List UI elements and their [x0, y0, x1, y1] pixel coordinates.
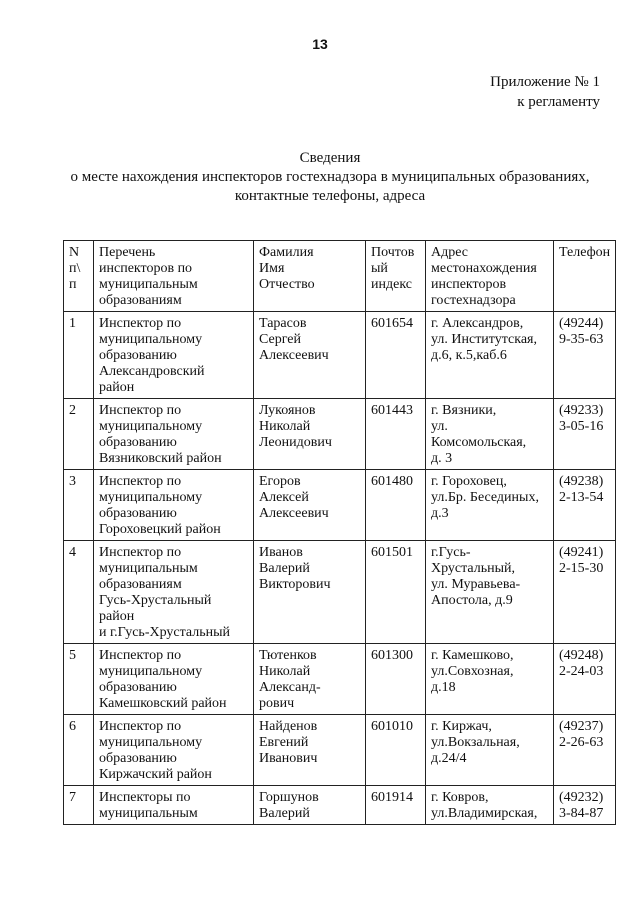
cell-inspector-district: Инспектор по муниципальному образованию Гороховецкий район: [94, 470, 254, 541]
cell-inspector-district: Инспектор по муниципальным образованиям Гусь-Хрустальный район и г.Гусь-Хрустальный: [94, 541, 254, 644]
appendix-line-2: к регламенту: [517, 94, 600, 110]
header-phone: Телефон: [554, 241, 616, 312]
cell-phone: (49237) 2-26-63: [554, 715, 616, 786]
table-row: [64, 541, 616, 644]
cell-number: 1: [64, 312, 94, 399]
table-row: [64, 470, 616, 541]
cell-address: г. Камешково, ул.Совхозная, д.18: [426, 644, 554, 715]
table-row: [64, 786, 616, 825]
cell-address: г. Киржач, ул.Вокзальная, д.24/4: [426, 715, 554, 786]
cell-postal-index: 601914: [366, 786, 426, 825]
cell-postal-index: 601480: [366, 470, 426, 541]
cell-number: 4: [64, 541, 94, 644]
title-line-2: о месте нахождения инспекторов гостехнадзора в муниципальных образованиях,: [70, 169, 590, 185]
table-row: [64, 644, 616, 715]
title-line-1: Сведения: [299, 150, 361, 166]
cell-phone: (49241) 2-15-30: [554, 541, 616, 644]
cell-full-name: Тарасов Сергей Алексеевич: [254, 312, 366, 399]
cell-phone: (49233) 3-05-16: [554, 399, 616, 470]
header-number: N п\ п: [64, 241, 94, 312]
cell-address: г.Гусь- Хрустальный, ул. Муравьева- Апостола, д.9: [426, 541, 554, 644]
cell-address: г. Ковров, ул.Владимирская,: [426, 786, 554, 825]
table-header-row: [64, 241, 616, 312]
cell-full-name: Лукоянов Николай Леонидович: [254, 399, 366, 470]
cell-number: 3: [64, 470, 94, 541]
cell-phone: (49244) 9-35-63: [554, 312, 616, 399]
cell-phone: (49232) 3-84-87: [554, 786, 616, 825]
cell-full-name: Найденов Евгений Иванович: [254, 715, 366, 786]
cell-inspector-district: Инспектор по муниципальному образованию Вязниковский район: [94, 399, 254, 470]
cell-postal-index: 601300: [366, 644, 426, 715]
cell-inspector-district: Инспектор по муниципальному образованию Камешковский район: [94, 644, 254, 715]
table-row: [64, 715, 616, 786]
cell-address: г. Александров, ул. Институтская, д.6, к.5,каб.6: [426, 312, 554, 399]
table-row: [64, 312, 616, 399]
cell-number: 7: [64, 786, 94, 825]
cell-address: г. Вязники, ул. Комсомольская, д. 3: [426, 399, 554, 470]
cell-postal-index: 601443: [366, 399, 426, 470]
cell-postal-index: 601654: [366, 312, 426, 399]
cell-phone: (49248) 2-24-03: [554, 644, 616, 715]
title-line-3: контактные телефоны, адреса: [234, 188, 426, 204]
cell-inspector-district: Инспектор по муниципальному образованию Александровский район: [94, 312, 254, 399]
cell-phone: (49238) 2-13-54: [554, 470, 616, 541]
document-title: [40, 149, 620, 206]
inspectors-table: [63, 240, 616, 825]
cell-postal-index: 601010: [366, 715, 426, 786]
table-row: [64, 399, 616, 470]
appendix-line-1: Приложение № 1: [490, 74, 600, 90]
header-postal-index: Почтов ый индекс: [366, 241, 426, 312]
header-full-name: Фамилия Имя Отчество: [254, 241, 366, 312]
header-address: Адрес местонахождения инспекторов гостехнадзора: [426, 241, 554, 312]
cell-full-name: Горшунов Валерий: [254, 786, 366, 825]
cell-postal-index: 601501: [366, 541, 426, 644]
cell-number: 5: [64, 644, 94, 715]
cell-address: г. Гороховец, ул.Бр. Бесединых, д.3: [426, 470, 554, 541]
cell-full-name: Егоров Алексей Алексеевич: [254, 470, 366, 541]
page-number: 13: [312, 36, 328, 52]
header-inspector-district: Перечень инспекторов по муниципальным образованиям: [94, 241, 254, 312]
cell-full-name: Иванов Валерий Викторович: [254, 541, 366, 644]
cell-inspector-district: Инспекторы по муниципальным: [94, 786, 254, 825]
cell-number: 2: [64, 399, 94, 470]
cell-inspector-district: Инспектор по муниципальному образованию Киржачский район: [94, 715, 254, 786]
cell-number: 6: [64, 715, 94, 786]
appendix-reference: [490, 72, 600, 112]
cell-full-name: Тютенков Николай Александ- рович: [254, 644, 366, 715]
